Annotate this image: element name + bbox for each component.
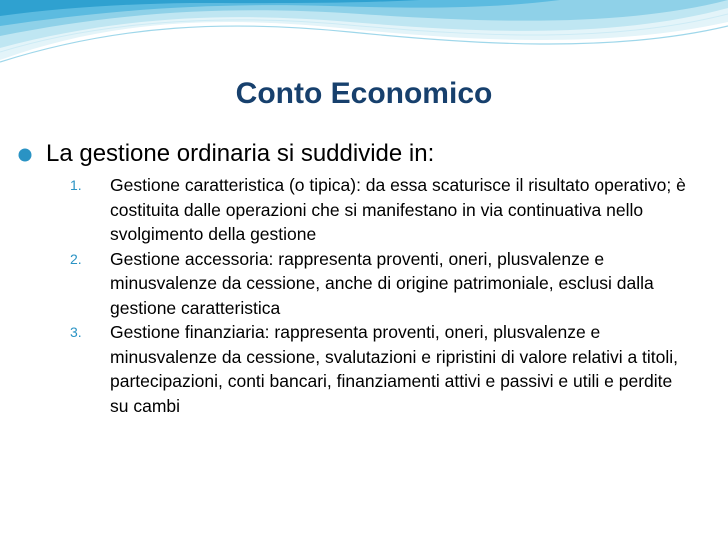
list-item xyxy=(70,247,695,321)
main-bullet-text: La gestione ordinaria si suddivide in: xyxy=(46,140,435,167)
list-item-number: 3. xyxy=(70,324,82,340)
numbered-list xyxy=(70,173,695,418)
main-bullet xyxy=(18,140,708,168)
slide-title: Conto Economico xyxy=(235,77,493,110)
list-item-text: Gestione finanziaria: rappresenta proventi, oneri, plusvalenze e minusvalenze da cessione, svalutazioni e ripristini di valore relativi a titoli, partecipazioni, conti bancari, finanziamenti attivi e passivi e utili e perdite su cambi xyxy=(110,322,679,416)
list-item xyxy=(70,173,695,247)
list-item xyxy=(70,320,695,418)
list-item-number: 2. xyxy=(70,250,82,267)
circle-bullet-icon xyxy=(18,148,38,162)
header-wave-decoration xyxy=(0,0,728,80)
list-item-number: 1. xyxy=(70,177,82,193)
list-item-text: Gestione caratteristica (o tipica): da essa scaturisce il risultato operativo; è costituita dalle operazioni che si manifestano in via continuativa nello svolgimento della gestione xyxy=(110,175,686,244)
list-item-text: Gestione accessoria: rappresenta proventi, oneri, plusvalenze e minusvalenze da cessione, anche di origine patrimoniale, esclusi dalla gestione caratteristica xyxy=(110,248,654,318)
